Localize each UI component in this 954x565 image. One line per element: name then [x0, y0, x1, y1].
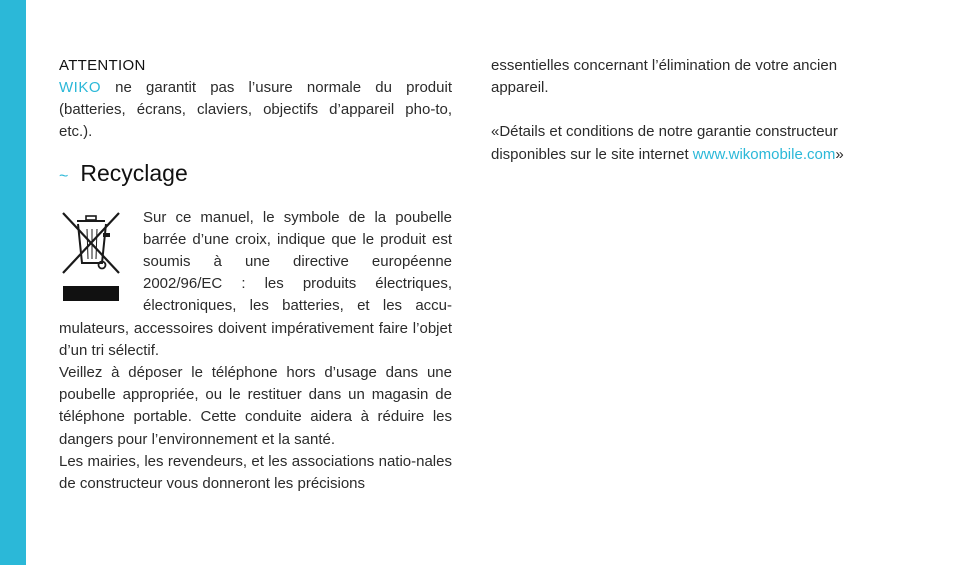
- website-link[interactable]: www.wikomobile.com: [692, 145, 836, 163]
- section-heading: [59, 160, 452, 187]
- warranty-close: »: [835, 145, 844, 163]
- attention-text: ne garantit pas l’usure normale du produit (batteries, écrans, claviers, objectifs d’appareil pho-to, etc.).: [59, 79, 452, 141]
- side-accent-bar: [0, 0, 26, 565]
- recycling-block: [59, 207, 452, 496]
- recycling-paragraph-3: Les mairies, les revendeurs, et les associations natio-nales de constructeur vous donneront les précisions: [59, 452, 452, 493]
- attention-title: ATTENTION: [59, 57, 146, 74]
- crossed-out-wheelie-bin-icon: [59, 207, 123, 303]
- section-marker: ~: [59, 167, 69, 185]
- continuation-paragraph: essentielles concernant l’élimination de votre ancien appareil.: [491, 57, 838, 97]
- brand-name: WIKO: [59, 79, 101, 96]
- recycling-paragraph-2: Veillez à déposer le téléphone hors d’usage dans une poubelle appropriée, ou le restituer dans un magasin de téléphone portable. Cette conduite aidera à réduire les dangers pour l’environnement et la santé.: [59, 364, 452, 448]
- left-column: [59, 55, 452, 495]
- section-title: Recyclage: [80, 159, 188, 186]
- right-column: [491, 55, 891, 166]
- warranty-paragraph: [491, 121, 891, 165]
- warranty-text: «Détails et conditions de notre garantie constructeur disponibles sur le site internet: [491, 123, 838, 163]
- recycling-paragraph-1: Sur ce manuel, le symbole de la poubelle barrée d’une croix, indique que le produit est soumis à une directive européenne 2002/96/EC : les produits électriques, électroniques, les batteries, et les accu-mulateurs, accessoires doivent impérativement faire l’objet d’un tri sélectif.: [59, 208, 452, 359]
- attention-paragraph: [59, 77, 452, 144]
